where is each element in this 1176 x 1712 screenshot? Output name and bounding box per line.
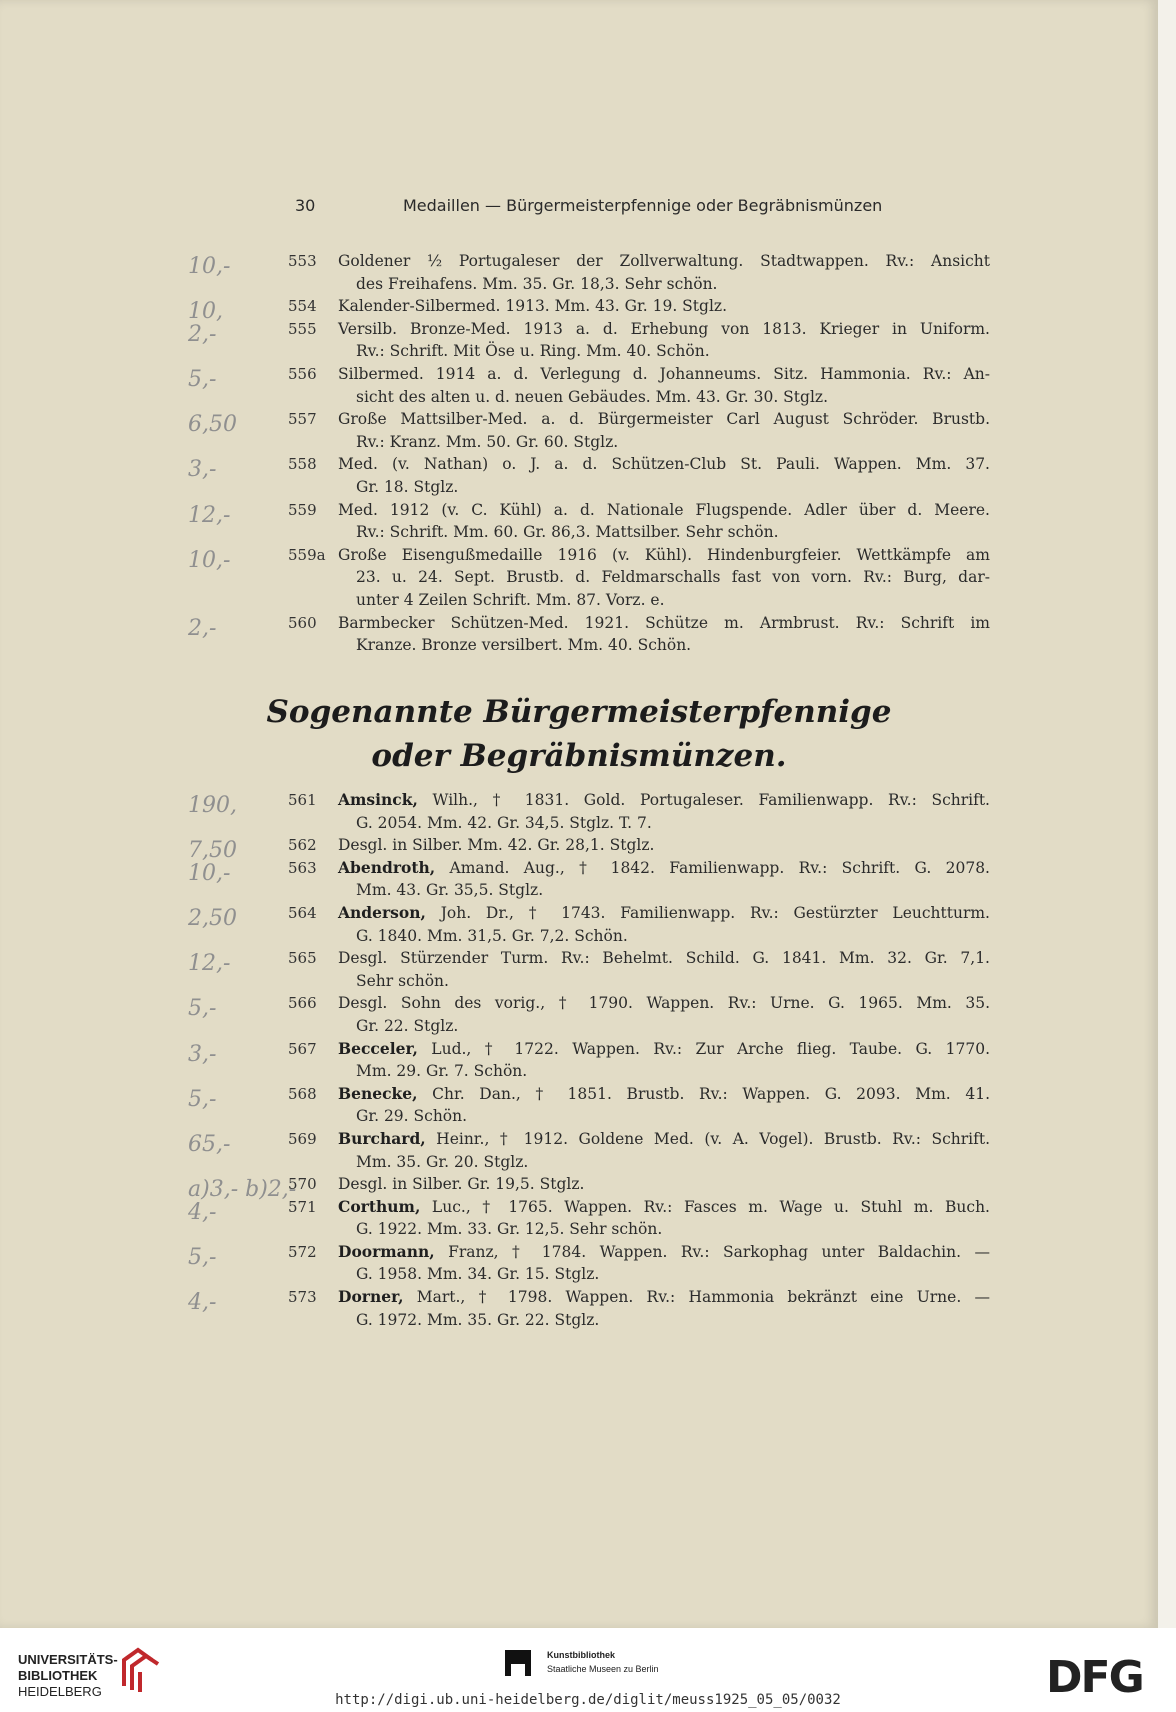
entry-text xyxy=(356,566,990,589)
entry-line: Große Eisengußmedaille 1916 (v. Kühl). Hindenburgfeier. Wettkämpfe am xyxy=(338,545,990,564)
entry-text xyxy=(356,634,990,657)
kunstbibliothek-name: Kunstbibliothek xyxy=(547,1650,615,1660)
handwritten-price: 12,- xyxy=(188,502,231,528)
entry-line: G. 1972. Mm. 35. Gr. 22. Stglz. xyxy=(356,1310,600,1329)
catalog-entry xyxy=(0,363,1158,408)
entry-text xyxy=(356,521,990,544)
entry-text xyxy=(338,250,990,273)
catalog-entry xyxy=(0,1173,1158,1203)
handwritten-price: 6,50 xyxy=(188,412,237,438)
handwritten-price: 65,- xyxy=(188,1131,231,1157)
entry-text xyxy=(338,295,990,318)
handwritten-price: 7,50 xyxy=(188,838,237,864)
entry-number: 553 xyxy=(288,252,317,270)
university-logo-icon xyxy=(118,1646,162,1694)
handwritten-price: 2,- xyxy=(188,615,217,641)
entry-text xyxy=(356,1309,990,1332)
section-heading-line2: oder Begräbnismünzen. xyxy=(371,738,787,774)
entry-text xyxy=(356,1263,990,1286)
entry-person-name: Amsinck, xyxy=(338,790,418,809)
entry-person-name: Becceler, xyxy=(338,1038,418,1058)
entry-person-name: Anderson, xyxy=(338,902,426,922)
entry-person-name: Dorner, xyxy=(338,1287,404,1307)
handwritten-price: 3,- xyxy=(188,457,217,483)
entry-line: Lud., † 1722. Wappen. Rv.: Zur Arche flieg. Taube. G. 1770. xyxy=(417,1039,990,1058)
entry-number: 571 xyxy=(288,1197,317,1216)
entry-number: 562 xyxy=(288,836,317,855)
entry-line: Rv.: Schrift. Mit Öse u. Ring. Mm. 40. Schön. xyxy=(356,342,710,361)
university-line-3: HEIDELBERG xyxy=(18,1684,102,1699)
entry-line: Franz, † 1784. Wappen. Rv.: Sarkophag unter Baldachin. — xyxy=(434,1242,990,1261)
entry-line: des Freihafens. Mm. 35. Gr. 18,3. Sehr schön. xyxy=(356,274,718,293)
entry-line: G. 1958. Mm. 34. Gr. 15. Stglz. xyxy=(356,1265,600,1284)
entry-person-name: Doormann, xyxy=(338,1241,435,1261)
handwritten-price: 5,- xyxy=(188,1086,217,1112)
entry-line: Wilh., † 1831. Gold. Portugaleser. Familienwapp. Rv.: Schrift. xyxy=(417,791,990,809)
entry-person-name: Corthum, xyxy=(338,1196,421,1216)
entry-line: Desgl. Stürzender Turm. Rv.: Behelmt. Schild. G. 1841. Mm. 32. Gr. 7,1. xyxy=(338,949,990,968)
entry-text xyxy=(338,453,990,476)
handwritten-price: 10,- xyxy=(188,547,231,573)
entry-text xyxy=(338,1173,990,1196)
handwritten-price: 4,- xyxy=(188,1290,217,1316)
catalog-entry xyxy=(0,1128,1158,1173)
entry-text xyxy=(356,970,990,993)
entry-text xyxy=(338,408,990,431)
handwritten-price: 5,- xyxy=(188,1244,217,1270)
entry-number: 559a xyxy=(288,545,326,564)
entry-text xyxy=(356,1218,990,1241)
handwritten-price: a)3,- b)2,- xyxy=(188,1177,297,1203)
catalog-entry xyxy=(0,1196,1158,1241)
handwritten-price: 10,- xyxy=(188,860,231,886)
entry-text xyxy=(338,857,990,880)
entry-text xyxy=(356,589,990,612)
entry-text xyxy=(356,1151,990,1174)
entry-text xyxy=(356,812,990,835)
entry-line: G. 1922. Mm. 33. Gr. 12,5. Sehr schön. xyxy=(356,1220,663,1239)
entry-number: 563 xyxy=(288,858,317,877)
entry-text xyxy=(356,431,990,454)
entry-line: Mart., † 1798. Wappen. Rv.: Hammonia bekränzt eine Urne. — xyxy=(403,1288,990,1307)
entry-line: Mm. 35. Gr. 20. Stglz. xyxy=(356,1152,529,1171)
catalog-entry xyxy=(0,857,1158,902)
entry-line: Barmbecker Schützen-Med. 1921. Schütze m. Armbrust. Rv.: Schrift im xyxy=(338,613,990,632)
catalog-entry xyxy=(0,295,1158,325)
entry-line: Amand. Aug., † 1842. Familienwapp. Rv.: Schrift. G. 2078. xyxy=(435,858,990,877)
entry-line: Desgl. in Silber. Mm. 42. Gr. 28,1. Stglz. xyxy=(338,836,655,855)
entry-text xyxy=(356,1105,990,1128)
entry-text xyxy=(356,1015,990,1038)
entry-line: Kranze. Bronze versilbert. Mm. 40. Schön. xyxy=(356,636,692,655)
handwritten-price: 5,- xyxy=(188,366,217,392)
entry-text xyxy=(338,499,990,522)
catalog-entry xyxy=(0,612,1158,657)
entry-line: Große Mattsilber-Med. a. d. Bürgermeister Carl August Schröder. Brustb. xyxy=(338,410,990,429)
catalog-entry xyxy=(0,408,1158,453)
entry-number: 560 xyxy=(288,613,317,632)
handwritten-price: 10, xyxy=(188,299,223,325)
entry-person-name: Benecke, xyxy=(338,1083,418,1103)
entry-line: Rv.: Schrift. Mm. 60. Gr. 86,3. Mattsilber. Sehr schön. xyxy=(356,523,779,542)
entry-text xyxy=(338,1038,990,1061)
entry-line: Joh. Dr., † 1743. Familienwapp. Rv.: Gestürzter Leuchtturm. xyxy=(425,903,990,922)
entry-line: Desgl. in Silber. Gr. 19,5. Stglz. xyxy=(338,1175,585,1194)
entry-line: Gr. 22. Stglz. xyxy=(356,1016,459,1035)
entry-text xyxy=(338,1128,990,1151)
entry-text xyxy=(338,318,990,341)
university-line-1: UNIVERSITÄTS- xyxy=(18,1652,118,1667)
entry-text xyxy=(356,925,990,948)
entry-line: Med. (v. Nathan) o. J. a. d. Schützen-Club St. Pauli. Wappen. Mm. 37. xyxy=(338,455,990,474)
entry-text xyxy=(338,1196,990,1219)
entry-number: 557 xyxy=(288,410,317,429)
catalog-entry xyxy=(0,544,1158,612)
entry-text xyxy=(356,273,990,296)
entry-text xyxy=(356,340,990,363)
entry-number: 559 xyxy=(288,500,317,519)
entry-number: 569 xyxy=(288,1129,317,1148)
entry-person-name: Abendroth, xyxy=(338,857,436,877)
catalog-entry xyxy=(0,1286,1158,1331)
catalog-entry xyxy=(0,453,1158,498)
university-line-2: BIBLIOTHEK xyxy=(18,1668,98,1683)
entry-line: G. 1840. Mm. 31,5. Gr. 7,2. Schön. xyxy=(356,926,628,945)
kunstbibliothek-subtitle: Staatliche Museen zu Berlin xyxy=(547,1664,659,1674)
catalog-entry xyxy=(0,499,1158,544)
entry-line: sicht des alten u. d. neuen Gebäudes. Mm. 43. Gr. 30. Stglz. xyxy=(356,387,828,406)
entry-text xyxy=(338,992,990,1015)
entry-text xyxy=(338,1083,990,1106)
entry-line: Desgl. Sohn des vorig., † 1790. Wappen. Rv.: Urne. G. 1965. Mm. 35. xyxy=(338,994,990,1013)
entry-line: unter 4 Zeilen Schrift. Mm. 87. Vorz. e. xyxy=(356,590,665,609)
handwritten-price: 12,- xyxy=(188,951,231,977)
catalog-entry xyxy=(0,902,1158,947)
entry-text xyxy=(338,612,990,635)
entry-number: 567 xyxy=(288,1039,317,1058)
entry-line: G. 2054. Mm. 42. Gr. 34,5. Stglz. T. 7. xyxy=(356,813,652,832)
entries-list-medals xyxy=(0,250,1158,657)
kunstbibliothek-mark-icon xyxy=(505,1650,531,1676)
section-heading-line1: Sogenannte Bürgermeisterpfennige xyxy=(266,694,892,730)
entry-number: 568 xyxy=(288,1084,317,1103)
catalog-entry xyxy=(0,834,1158,864)
handwritten-price: 4,- xyxy=(188,1199,217,1225)
handwritten-price: 190, xyxy=(188,793,237,818)
entry-text xyxy=(338,834,990,857)
entry-line: Kalender-Silbermed. 1913. Mm. 43. Gr. 19. Stglz. xyxy=(338,297,727,316)
catalog-entry xyxy=(0,1241,1158,1286)
entry-line: Versilb. Bronze-Med. 1913 a. d. Erhebung von 1813. Krieger in Uniform. xyxy=(338,319,990,338)
entry-line: Chr. Dan., † 1851. Brustb. Rv.: Wappen. G. 2093. Mm. 41. xyxy=(417,1084,990,1103)
catalog-entry xyxy=(0,992,1158,1037)
entry-number: 570 xyxy=(288,1175,317,1194)
catalog-entry xyxy=(0,947,1158,992)
entry-text xyxy=(338,789,990,812)
entry-line: 23. u. 24. Sept. Brustb. d. Feldmarschalls fast von vorn. Rv.: Burg, dar- xyxy=(356,568,990,587)
entry-text xyxy=(356,1060,990,1083)
page-number: 30 xyxy=(295,196,316,215)
entry-line: Goldener ½ Portugaleser der Zollverwaltung. Stadtwappen. Rv.: Ansicht xyxy=(338,252,990,270)
entry-number: 561 xyxy=(288,791,317,809)
handwritten-price: 2,50 xyxy=(188,905,237,931)
page-url-link[interactable]: http://digi.ub.uni-heidelberg.de/diglit/meuss1925_05_05/0032 xyxy=(335,1692,841,1708)
catalog-entry xyxy=(0,1083,1158,1128)
handwritten-price: 10,- xyxy=(188,254,231,279)
running-title: Medaillen — Bürgermeisterpfennige oder Begräbnismünzen xyxy=(403,196,883,215)
entry-number: 573 xyxy=(288,1288,317,1307)
entry-line: Sehr schön. xyxy=(356,971,449,990)
entry-line: Med. 1912 (v. C. Kühl) a. d. Nationale Flugspende. Adler über d. Meere. xyxy=(338,500,990,519)
entry-text xyxy=(338,902,990,925)
entry-line: Silbermed. 1914 a. d. Verlegung d. Johanneums. Sitz. Hammonia. Rv.: An- xyxy=(338,364,990,383)
entry-text xyxy=(356,476,990,499)
handwritten-price: 5,- xyxy=(188,996,217,1022)
handwritten-price: 3,- xyxy=(188,1041,217,1067)
entry-number: 555 xyxy=(288,319,317,338)
entry-number: 554 xyxy=(288,297,317,316)
entry-text xyxy=(338,947,990,970)
entry-text xyxy=(356,386,990,409)
handwritten-price: 2,- xyxy=(188,321,217,347)
page-edge xyxy=(1158,0,1176,1628)
entry-number: 572 xyxy=(288,1242,317,1261)
entry-text xyxy=(338,363,990,386)
catalog-entry xyxy=(0,250,1158,295)
entries-list-burgermeister xyxy=(0,789,1158,1331)
catalog-entry xyxy=(0,789,1158,834)
entry-line: Gr. 18. Stglz. xyxy=(356,477,459,496)
dfg-logo: DFG xyxy=(1046,1652,1143,1703)
entry-number: 564 xyxy=(288,903,317,922)
catalog-entry xyxy=(0,318,1158,363)
entry-text xyxy=(338,544,990,567)
entry-line: Heinr., † 1912. Goldene Med. (v. A. Vogel). Brustb. Rv.: Schrift. xyxy=(425,1129,990,1148)
entry-line: Rv.: Kranz. Mm. 50. Gr. 60. Stglz. xyxy=(356,432,619,451)
entry-number: 558 xyxy=(288,455,317,474)
entry-line: Mm. 43. Gr. 35,5. Stglz. xyxy=(356,881,544,900)
entry-line: Luc., † 1765. Wappen. Rv.: Fasces m. Wage u. Stuhl m. Buch. xyxy=(420,1197,990,1216)
entry-person-name: Burchard, xyxy=(338,1128,426,1148)
footer xyxy=(0,1628,1176,1712)
entry-text xyxy=(338,1241,990,1264)
entry-text xyxy=(356,879,990,902)
entry-number: 566 xyxy=(288,994,317,1013)
entry-number: 556 xyxy=(288,364,317,383)
entry-line: Gr. 29. Schön. xyxy=(356,1107,468,1126)
entry-line: Mm. 29. Gr. 7. Schön. xyxy=(356,1062,528,1081)
entry-number: 565 xyxy=(288,949,317,968)
entry-text xyxy=(338,1286,990,1309)
catalog-entry xyxy=(0,1038,1158,1083)
